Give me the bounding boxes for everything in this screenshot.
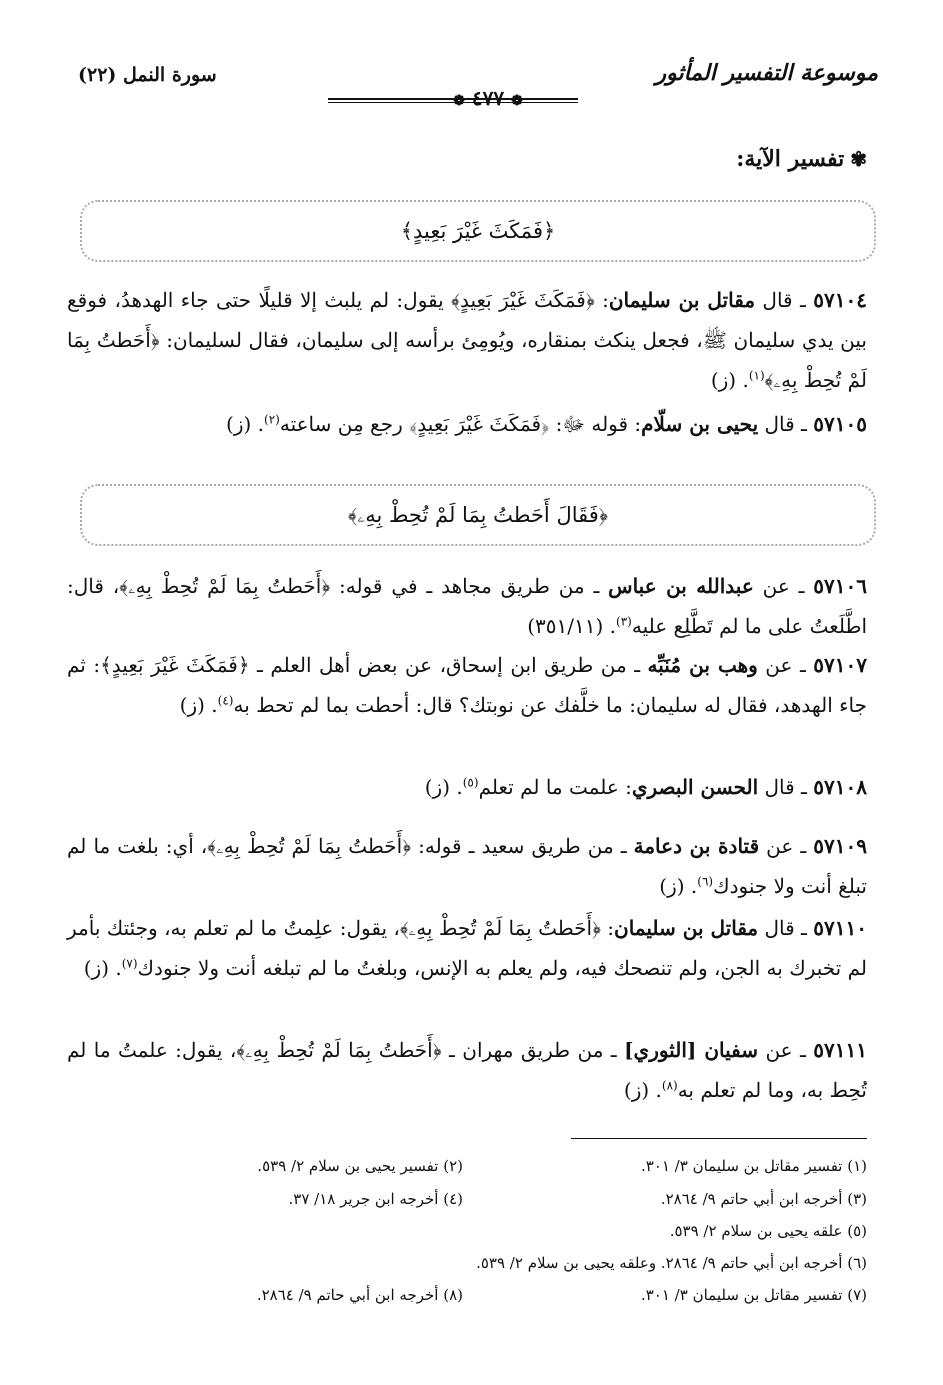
page-header: [78, 58, 878, 108]
entry-number: ٥٧١٠٨: [813, 775, 867, 799]
entry-text: ـ عن: [757, 653, 814, 677]
entry-number: ٥٧١١١: [813, 1038, 867, 1062]
footnote-divider: [571, 1138, 867, 1139]
footnote: (٣) أخرجه ابن أبي حاتم ٩/ ٢٨٦٤.: [660, 1190, 867, 1208]
footnote-marker: (٧): [121, 956, 138, 971]
section-title-text: تفسير الآية:: [736, 146, 845, 172]
footnote-marker: (١): [748, 368, 765, 383]
narration-entry: [67, 1030, 867, 1110]
entry-tail: . (ز): [226, 412, 265, 436]
narrator-name: يحيى بن سلّام: [641, 412, 759, 436]
narration-entry: [67, 404, 867, 444]
entry-tail: . (ز): [424, 775, 463, 799]
entry-number: ٥٧١٠٥: [813, 412, 867, 436]
footnote: (٢) تفسير يحيى بن سلام ٢/ ٥٣٩.: [257, 1157, 463, 1175]
narrator-name: عبدالله بن عباس: [608, 574, 754, 598]
footnote: (١) تفسير مقاتل بن سليمان ٣/ ٣٠١.: [640, 1157, 867, 1175]
ornament-icon: ❁: [511, 93, 523, 109]
narration-entry: [67, 566, 867, 646]
footnote-marker: (٥): [462, 775, 479, 790]
footnote-marker: (٤): [217, 693, 234, 708]
footnote-marker: (٨): [661, 1078, 678, 1093]
entry-text: ـ من طريق مهران ـ ﴿أَحَطتُ بِمَا لَمْ تُحِطْ بِهِۦ﴾، يقول: علمتُ ما لم تُحِط به، وما لم تعلم به: [67, 1038, 867, 1102]
footnote: (٥) علقه يحيى بن سلام ٢/ ٥٣٩.: [669, 1222, 867, 1240]
entry-text: ـ من طريق سعيد ـ قوله: ﴿أَحَطتُ بِمَا لَمْ تُحِطْ بِهِۦ﴾، أي: بلغت ما لم تبلغ أنت ولا جنودك: [67, 834, 867, 898]
footnote: (٤) أخرجه ابن جرير ١٨/ ٣٧.: [288, 1190, 463, 1208]
footnote-marker: (٣): [616, 614, 632, 629]
narration-entry: [67, 826, 867, 906]
entry-tail: . (ز): [659, 874, 698, 898]
entry-tail: . (ز): [179, 693, 218, 717]
section-title: [736, 146, 867, 172]
ayah-box-2: ﴿فَقَالَ أَحَطتُ بِمَا لَمْ تُحِطْ بِهِۦ﴾: [80, 484, 876, 546]
footnote-marker: (٦): [697, 874, 714, 889]
footnote-marker: (٢): [264, 412, 280, 427]
entry-text: ـ قال: [758, 412, 814, 436]
narration-entry: [67, 280, 867, 400]
entry-text: : ﴿فَمَكَثَ غَيْرَ بَعِيدٍ﴾ يقول: لم يلبث إلا قليلًا حتى جاء الهدهدُ، فوقع بين يدي سليمان ﷺ، فجعل ينكث بمنقاره، ويُومِئ برأسه إلى سليمان، فقال لسليمان: ﴿أَحَطتُ بِمَا لَمْ تُحِطْ بِهِۦ﴾: [67, 288, 867, 392]
narrator-name: قتادة بن دعامة: [633, 834, 760, 858]
entry-tail: . (ز): [710, 368, 749, 392]
ornament-icon: ❁: [453, 93, 465, 109]
flower-ornament-icon: ✾: [850, 147, 867, 171]
entry-text: ـ من طريق ابن إسحاق، عن بعض أهل العلم ـ ﴿فَمَكَثَ غَيْرَ بَعِيدٍ﴾: ثم جاء الهدهد، فقال له سليمان: ما خلَّفك عن نوبتك؟ قال: أحطت بما لم تحط به: [67, 653, 867, 717]
footnote: (٨) أخرجه ابن أبي حاتم ٩/ ٢٨٦٤.: [256, 1286, 463, 1304]
book-title: موسوعة التفسير المأثور: [655, 60, 878, 86]
entry-tail: . (ز): [83, 956, 122, 980]
entry-number: ٥٧١٠٦: [813, 574, 867, 598]
entry-number: ٥٧١٠٩: [813, 834, 867, 858]
narrator-name: مقاتل بن سليمان: [614, 916, 759, 940]
narration-entry: [67, 645, 867, 725]
page-number: ٤٧٧: [471, 86, 505, 110]
narrator-name: وهب بن مُنَبِّه: [647, 653, 758, 677]
entry-text: ـ عن: [758, 1038, 814, 1062]
entry-text: : علمت ما لم تعلم: [478, 775, 632, 799]
entry-text: ـ عن: [759, 834, 814, 858]
entry-text: : قوله ﷻ: ﴿فَمَكَثَ غَيْرَ بَعِيدٍ﴾ رجع مِن ساعته: [279, 412, 642, 436]
entry-text: ـ قال: [758, 775, 814, 799]
narrator-name: الحسن البصري: [631, 775, 759, 799]
entry-tail: . (ز): [623, 1078, 662, 1102]
header-rule-left: [328, 98, 498, 103]
entry-text: ـ من طريق مجاهد ـ في قوله: ﴿أَحَطتُ بِمَا لَمْ تُحِطْ بِهِۦ﴾، قال: اطَّلَعتُ على ما لم تَطَّلِع عليه: [67, 574, 867, 638]
narration-entry: [67, 908, 867, 988]
footnote: (٦) أخرجه ابن أبي حاتم ٩/ ٢٨٦٤. وعلقه يحيى بن سلام ٢/ ٥٣٩.: [476, 1254, 867, 1272]
narrator-name: مقاتل بن سليمان: [608, 288, 756, 312]
entry-text: : ﴿أَحَطتُ بِمَا لَمْ تُحِطْ بِهِۦ﴾، يقول: علِمتُ ما لم تعلم به، وجئتك بأمر لم تخبرك به الجن، ولم تنصحك فيه، ولم يعلم به الإنس، وبلغتُ ما لم تبلغه أنت ولا جنودك: [67, 916, 867, 980]
entry-text: ـ قال: [755, 288, 814, 312]
entry-number: ٥٧١٠٧: [813, 653, 867, 677]
entry-number: ٥٧١٠٤: [813, 288, 867, 312]
narrator-name: سفيان [الثوري]: [624, 1038, 759, 1062]
narration-entry: [67, 767, 867, 807]
entry-tail: . (٣٥١/١١): [527, 614, 617, 638]
entry-text: ـ عن: [753, 574, 814, 598]
entry-text: ـ قال: [758, 916, 814, 940]
ayah-box-1: ﴿فَمَكَثَ غَيْرَ بَعِيدٍ﴾: [80, 200, 876, 262]
surah-name: سورة النمل (٢٢): [78, 64, 217, 86]
entry-number: ٥٧١١٠: [813, 916, 867, 940]
footnote: (٧) تفسير مقاتل بن سليمان ٣/ ٣٠١.: [640, 1286, 867, 1304]
